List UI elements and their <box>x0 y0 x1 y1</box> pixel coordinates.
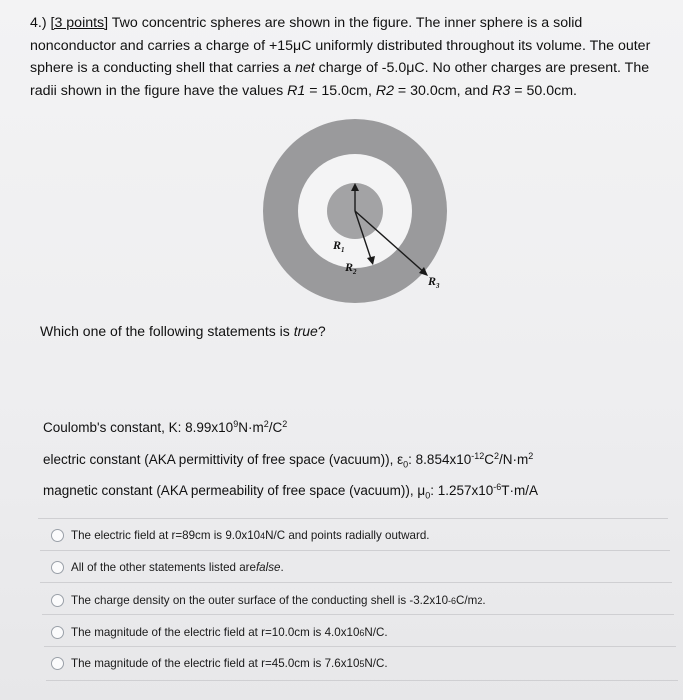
answer-option-2[interactable]: All of the other statements listed are false . <box>51 561 284 574</box>
r3-label: $R_3$ <box>428 274 440 290</box>
answer-option-3[interactable]: The charge density on the outer surface of the conducting shell is -3.2x10 -6 C/m 2 . <box>51 594 486 607</box>
r3-value: = 50.0cm. <box>510 82 577 99</box>
question-body-b: charge of -5.0μC. No other charges are present. The radii shown in the figure have the values <box>30 60 650 99</box>
coulomb-constant: Coulomb's constant, K: $8.99x10^9N\cdot m^2/C^2$ <box>43 419 288 435</box>
options-divider-bottom <box>46 680 678 681</box>
r2-label: $R_2$ <box>345 260 357 276</box>
options-divider <box>44 646 676 647</box>
concentric-spheres-figure <box>262 118 448 304</box>
question-points: [3 points] <box>50 15 109 31</box>
answer-option-5[interactable]: The magnitude of the electric field at r=45.0cm is 7.6x10 5 N/C. <box>51 657 388 670</box>
question-body-a: Two concentric spheres are shown in the figure. The inner sphere is a solid nonconductor and carries a charge of +15μC uniformly distributed throughout its volume. The outer sphere is a conducting shell that carries a <box>30 15 651 76</box>
r3-symbol: R3 <box>492 82 511 99</box>
question-emphasis-net: net <box>294 60 315 76</box>
r2-symbol: R2 <box>375 82 394 99</box>
answer-option-1[interactable]: The electric field at r=89cm is 9.0x10 4 N/C and points radially outward. <box>51 529 429 542</box>
radio-button[interactable] <box>51 594 64 607</box>
prompt-text: Which one of the following statements is true? <box>40 323 326 339</box>
radio-button[interactable] <box>51 626 64 639</box>
radio-button[interactable] <box>51 529 64 542</box>
options-divider <box>42 614 674 615</box>
question-number: 4.) <box>30 15 47 31</box>
radio-button[interactable] <box>51 657 64 670</box>
r2-value: = 30.0cm, and <box>393 82 493 99</box>
answer-option-4[interactable]: The magnitude of the electric field at r=10.0cm is 4.0x10 6 N/C. <box>51 626 388 639</box>
question-text <box>30 12 670 102</box>
options-divider <box>40 550 670 551</box>
radio-button[interactable] <box>51 561 64 574</box>
r1-value: = 15.0cm, <box>305 82 376 99</box>
r1-label: $R_1$ <box>333 238 345 254</box>
options-divider <box>40 582 672 583</box>
options-divider-top <box>38 518 668 519</box>
electric-constant: electric constant (AKA permittivity of free space (vacuum)), $\varepsilon_0$: $8.854x10^{-12}C^2/N\cdot m^2$ <box>43 451 534 470</box>
r1-symbol: R1 <box>287 82 306 99</box>
magnetic-constant: magnetic constant (AKA permeability of free space (vacuum)), $\mu_0$: $1.257x10^{-6}T\cdot m/A$ <box>43 482 539 501</box>
